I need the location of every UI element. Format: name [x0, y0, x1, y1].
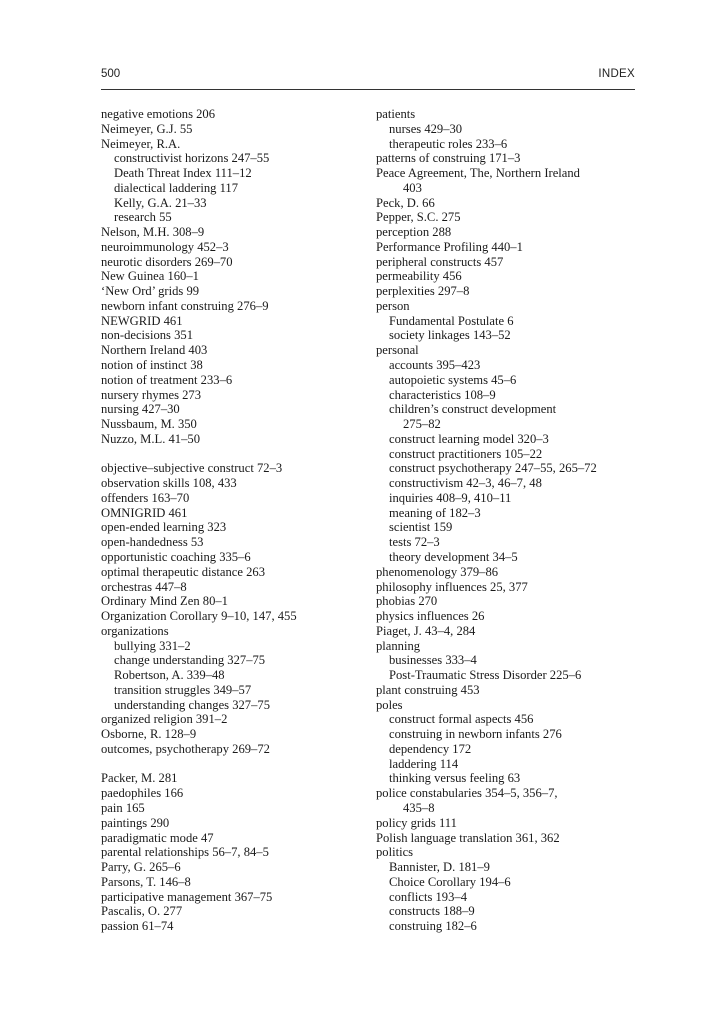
index-entry: objective–subjective construct 72–3 [101, 461, 283, 476]
index-entry: offenders 163–70 [101, 490, 190, 505]
index-entry: NEWGRID 461 [101, 313, 183, 328]
index-entry: police constabularies 354–5, 356–7, [376, 786, 558, 801]
index-subentry: conflicts 193–4 [389, 889, 467, 904]
index-entry: optimal therapeutic distance 263 [101, 564, 266, 579]
index-column-right [376, 107, 646, 934]
index-subentry: laddering 114 [389, 756, 459, 771]
index-entry: outcomes, psychotherapy 269–72 [101, 741, 270, 756]
index-entry: Nelson, M.H. 308–9 [101, 225, 205, 240]
index-entry: paedophiles 166 [101, 786, 184, 801]
index-subentry: bullying 331–2 [114, 638, 191, 653]
index-entry: OMNIGRID 461 [101, 505, 188, 520]
index-entry: open-handedness 53 [101, 535, 204, 550]
index-subentry: construct practitioners 105–22 [389, 446, 543, 461]
index-entry: nursery rhymes 273 [101, 387, 202, 402]
index-subentry: construing 182–6 [389, 919, 477, 934]
section-title: INDEX [598, 68, 635, 80]
index-subentry: Post-Traumatic Stress Disorder 225–6 [389, 668, 582, 683]
index-entry: personal [376, 343, 419, 358]
index-entry: Packer, M. 281 [101, 771, 178, 786]
index-subentry: theory development 34–5 [389, 549, 518, 564]
index-entry: Parry, G. 265–6 [101, 860, 181, 875]
letter-group-spacer [101, 757, 371, 772]
index-entry: plant construing 453 [376, 682, 480, 697]
index-entry: person [376, 298, 410, 313]
index-entry: philosophy influences 25, 377 [376, 579, 528, 594]
index-subentry: autopoietic systems 45–6 [389, 372, 517, 387]
index-entry: Piaget, J. 43–4, 284 [376, 623, 476, 638]
index-entry: Parsons, T. 146–8 [101, 874, 191, 889]
index-subentry: meaning of 182–3 [389, 505, 481, 520]
index-entry: newborn infant construing 276–9 [101, 298, 269, 313]
index-subentry: characteristics 108–9 [389, 387, 496, 402]
index-entry: phenomenology 379–86 [376, 564, 499, 579]
index-subentry: tests 72–3 [389, 535, 440, 550]
index-entry: Pepper, S.C. 275 [376, 210, 461, 225]
index-subentry: dependency 172 [389, 741, 472, 756]
index-entry: Performance Profiling 440–1 [376, 239, 523, 254]
index-subentry: Bannister, D. 181–9 [389, 860, 490, 875]
index-entry: Nussbaum, M. 350 [101, 417, 197, 432]
running-header [101, 68, 635, 88]
index-entry: observation skills 108, 433 [101, 476, 237, 491]
index-entry: physics influences 26 [376, 609, 485, 624]
index-subentry: Choice Corollary 194–6 [389, 874, 511, 889]
index-entry: neuroimmunology 452–3 [101, 239, 229, 254]
index-subentry: construct learning model 320–3 [389, 431, 549, 446]
index-entry: Peck, D. 66 [376, 195, 435, 210]
index-subentry: inquiries 408–9, 410–11 [389, 490, 512, 505]
index-entry: participative management 367–75 [101, 889, 273, 904]
index-entry: notion of treatment 233–6 [101, 372, 233, 387]
index-entry: organized religion 391–2 [101, 712, 228, 727]
index-entry: Osborne, R. 128–9 [101, 727, 197, 742]
index-entry: patients [376, 107, 416, 121]
index-entry: permeability 456 [376, 269, 462, 284]
index-subentry: businesses 333–4 [389, 653, 477, 668]
page-number: 500 [101, 68, 121, 80]
index-subentry: understanding changes 327–75 [114, 697, 270, 712]
index-entry: nursing 427–30 [101, 402, 180, 417]
index-entry: pain 165 [101, 800, 145, 815]
index-entry: New Guinea 160–1 [101, 269, 199, 284]
index-entry: neurotic disorders 269–70 [101, 254, 233, 269]
index-subentry: thinking versus feeling 63 [389, 771, 521, 786]
index-entry: ‘New Ord’ grids 99 [101, 284, 200, 299]
index-entry: politics [376, 845, 414, 860]
index-entry: organizations [101, 623, 169, 638]
index-entry: peripheral constructs 457 [376, 254, 504, 269]
index-subentry: Death Threat Index 111–12 [114, 166, 252, 181]
index-entry: planning [376, 638, 421, 653]
index-entry: non-decisions 351 [101, 328, 193, 343]
index-column-left [101, 107, 371, 934]
index-entry: Ordinary Mind Zen 80–1 [101, 594, 228, 609]
index-entry: notion of instinct 38 [101, 358, 203, 373]
index-entry: negative emotions 206 [101, 107, 216, 121]
index-subentry: accounts 395–423 [389, 358, 481, 373]
index-entry: perplexities 297–8 [376, 284, 470, 299]
index-subentry: constructivism 42–3, 46–7, 48 [389, 476, 542, 491]
index-entry: perception 288 [376, 225, 452, 240]
index-subentry: Robertson, A. 339–48 [114, 668, 225, 683]
index-subentry: change understanding 327–75 [114, 653, 266, 668]
index-entry: Peace Agreement, The, Northern Ireland [376, 166, 580, 181]
index-entry: paintings 290 [101, 815, 170, 830]
index-entry: Nuzzo, M.L. 41–50 [101, 431, 200, 446]
index-subentry: constructs 188–9 [389, 904, 475, 919]
index-subentry: Kelly, G.A. 21–33 [114, 195, 207, 210]
index-entry: open-ended learning 323 [101, 520, 227, 535]
index-subentry: therapeutic roles 233–6 [389, 136, 508, 151]
index-entry: poles [376, 697, 403, 712]
index-subentry: nurses 429–30 [389, 121, 463, 136]
index-entry-continuation: 275–82 [403, 417, 441, 432]
index-entry: Neimeyer, G.J. 55 [101, 121, 193, 136]
index-subentry: scientist 159 [389, 520, 453, 535]
index-entry: Pascalis, O. 277 [101, 904, 183, 919]
index-subentry: research 55 [114, 210, 172, 225]
index-entry: Northern Ireland 403 [101, 343, 208, 358]
index-subentry: transition struggles 349–57 [114, 682, 252, 697]
index-subentry: construct formal aspects 456 [389, 712, 534, 727]
index-entry: parental relationships 56–7, 84–5 [101, 845, 269, 860]
index-subentry: constructivist horizons 247–55 [114, 151, 270, 166]
index-subentry: Fundamental Postulate 6 [389, 313, 514, 328]
index-entry-continuation: 435–8 [403, 800, 435, 815]
index-subentry: dialectical laddering 117 [114, 180, 239, 195]
index-entry: paradigmatic mode 47 [101, 830, 214, 845]
index-entry: Polish language translation 361, 362 [376, 830, 560, 845]
index-entry: passion 61–74 [101, 919, 174, 934]
index-entry: Organization Corollary 9–10, 147, 455 [101, 609, 297, 624]
letter-group-spacer [101, 447, 371, 462]
index-subentry: construct psychotherapy 247–55, 265–72 [389, 461, 597, 476]
index-entry: orchestras 447–8 [101, 579, 187, 594]
index-entry-continuation: 403 [403, 180, 422, 195]
index-entry: phobias 270 [376, 594, 438, 609]
index-subentry: construing in newborn infants 276 [389, 727, 562, 742]
index-entry: opportunistic coaching 335–6 [101, 549, 251, 564]
index-subentry: society linkages 143–52 [389, 328, 511, 343]
index-subentry: children’s construct development [389, 402, 557, 417]
index-entry: policy grids 111 [376, 815, 457, 830]
index-entry: patterns of construing 171–3 [376, 151, 521, 166]
index-entry: Neimeyer, R.A. [101, 136, 181, 151]
header-rule [101, 89, 635, 90]
